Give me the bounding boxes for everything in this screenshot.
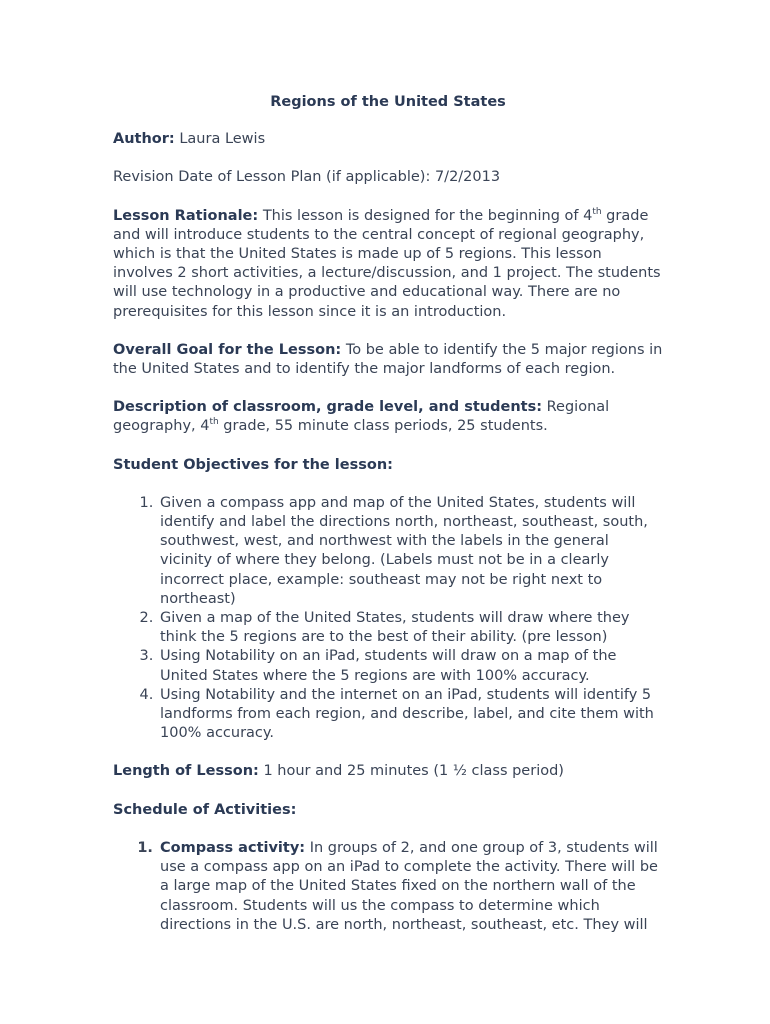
goal-label: Overall Goal for the Lesson: [113, 341, 342, 358]
objectives-list [113, 494, 663, 744]
author-name: Laura Lewis [179, 131, 266, 148]
objective-item: 1. Given a compass app and map of the United States, students will identify and label the directions north, northeast, southeast, south, southwest, west, and northwest with the labels in the general vicinity of where they belong. (Labels must not be in a clearly incorrect place, example: southeast may not be right next to northeast) [158, 494, 663, 609]
author-line [113, 130, 663, 149]
objective-item: 3. Using Notability on an iPad, students will draw on a map of the United States where the 5 regions are with 100% accuracy. [158, 647, 663, 685]
description-label: Description of classroom, grade level, and students: [113, 399, 543, 416]
schedule-item-label: Compass activity: [160, 839, 306, 856]
objective-item: 2. Given a map of the United States, students will draw where they think the 5 regions are to the best of their ability. (pre lesson) [158, 609, 663, 647]
objective-item: 4. Using Notability and the internet on an iPad, students will identify 5 landforms from each region, and describe, label, and cite them with 100% accuracy. [158, 686, 663, 744]
length-text: 1 hour and 25 minutes (1 ½ class period) [263, 763, 564, 780]
schedule-item-text: In groups of 2, and one group of 3, students will use a compass app on an iPad to complete the activity. There will be a large map of the United States fixed on the northern wall of the classroom. Students will us the compass to determine which directions in the U.S. are north, northeast, southeast, etc. They will [160, 839, 658, 933]
document-title: Regions of the United States [270, 94, 506, 110]
description-text-end: grade, 55 minute class periods, 25 students. [218, 418, 548, 435]
revision-date: Revision Date of Lesson Plan (if applicable): 7/2/2013 [113, 169, 501, 186]
rationale-ordinal: th [592, 206, 602, 217]
lesson-rationale [113, 207, 663, 322]
document-page [113, 93, 663, 954]
description-text-start: Regional geography, 4 [113, 399, 610, 435]
overall-goal [113, 341, 663, 379]
length-label: Length of Lesson: [113, 763, 259, 780]
lesson-length [113, 762, 663, 781]
rationale-text-end: grade and will introduce students to the central concept of regional geography, which is that the United States is made up of 5 regions. This lesson involves 2 short activities, a lecture/discussion, and 1 project. The students will use technology in a productive and educational way. There are no prerequisites for this lesson since it is an introduction. [113, 207, 661, 320]
schedule-list [113, 839, 663, 935]
rationale-text-start: This lesson is designed for the beginning of 4 [262, 207, 593, 224]
author-label: Author: [113, 131, 175, 148]
description-ordinal: th [209, 417, 219, 428]
goal-text: To be able to identify the 5 major regions in the United States and to identify the major landforms of each region. [113, 341, 663, 378]
classroom-description [113, 398, 663, 436]
rationale-label: Lesson Rationale: [113, 207, 259, 224]
schedule-item [158, 839, 663, 935]
schedule-heading: Schedule of Activities: [113, 801, 297, 818]
objectives-heading: Student Objectives for the lesson: [113, 456, 393, 473]
